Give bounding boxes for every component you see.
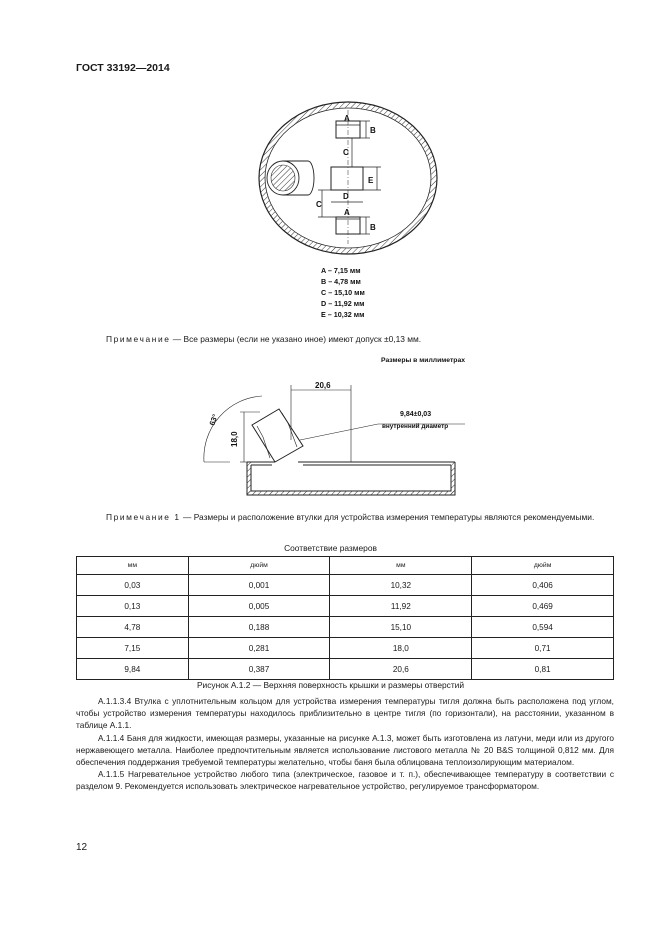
label-a-top: A (344, 114, 350, 123)
table-row (77, 575, 614, 596)
table-cell: 0,406 (472, 575, 614, 596)
dim-diameter: 9,84±0,03 (400, 411, 432, 418)
paragraph: А.1.1.3.4 Втулка с уплотнительным кольцом для устройства измерения температуры тигля должна быть расположена под углом, чтобы устройство измерения температуры находилось приблизительно в центре тигля (по горизонтали), на расстоянии, указанном в таблице А.1.1. (76, 696, 614, 731)
legend-line: D – 11,92 мм (321, 299, 365, 308)
legend-line: E – 10,32 мм (321, 310, 365, 319)
table-cell: 0,81 (472, 659, 614, 680)
label-b-bottom: B (370, 223, 376, 232)
col-header: мм (77, 557, 189, 575)
table-cell: 0,188 (188, 617, 330, 638)
table-row (77, 638, 614, 659)
table-cell: 0,281 (188, 638, 330, 659)
label-b-top: B (370, 126, 376, 135)
table-cell: 11,92 (330, 596, 472, 617)
table-cell: 0,387 (188, 659, 330, 680)
table-row (77, 617, 614, 638)
table-cell: 10,32 (330, 575, 472, 596)
table-cell: 0,71 (472, 638, 614, 659)
table-cell: 0,03 (77, 575, 189, 596)
label-a-bottom: A (344, 208, 350, 217)
body-text (76, 695, 614, 793)
col-header: дюйм (188, 557, 330, 575)
col-header: мм (330, 557, 472, 575)
table-cell: 0,594 (472, 617, 614, 638)
document-header: ГОСТ 33192—2014 (76, 62, 170, 74)
dim-20-6: 20,6 (315, 381, 331, 390)
table-row (77, 596, 614, 617)
table-header-row (77, 557, 614, 575)
table-cell: 0,005 (188, 596, 330, 617)
legend-line: C – 15,10 мм (321, 288, 365, 297)
legend-line: B – 4,78 мм (321, 277, 361, 286)
table-caption: Соответствие размеров (284, 543, 377, 553)
label-c-top: C (343, 148, 349, 157)
note-sleeve: Примечание 1 — Размеры и расположение втулки для устройства измерения температуры являются рекомендуемыми. (106, 512, 595, 522)
sizes-table (76, 556, 614, 680)
paragraph: А.1.1.5 Нагревательное устройство любого типа (электрическое, газовое и т. п.), обеспечивающее температуру в соответствии с разделом 9. Рекомендуется использовать электрическое нагревательное устройство, регулируемое трансформатором. (76, 769, 614, 792)
legend-line: A – 7,15 мм (321, 266, 361, 275)
table-cell: 9,84 (77, 659, 189, 680)
units-caption: Размеры в миллиметрах (381, 357, 466, 364)
col-header: дюйм (472, 557, 614, 575)
dim-18-0: 18,0 (230, 431, 239, 447)
table-cell: 0,13 (77, 596, 189, 617)
label-c-bottom: C (316, 200, 322, 209)
table-cell: 20,6 (330, 659, 472, 680)
table-cell: 18,0 (330, 638, 472, 659)
figure-caption: Рисунок А.1.2 — Верхняя поверхность крышки и размеры отверстий (196, 680, 465, 690)
table-cell: 15,10 (330, 617, 472, 638)
table-cell: 0,469 (472, 596, 614, 617)
table-cell: 7,15 (77, 638, 189, 659)
label-e: E (368, 176, 374, 185)
table-cell: 4,78 (77, 617, 189, 638)
note-tolerance: Примечание — Все размеры (если не указано иное) имеют допуск ±0,13 мм. (106, 334, 422, 344)
paragraph: А.1.1.4 Баня для жидкости, имеющая размеры, указанные на рисунке А.1.3, может быть изготовлена из латуни, меди или из другого нержавеющего металла. Наиболее предпочтительным является использование листового металла № 20 B&S толщиной 0,812 мм. Для обеспечения поддержания требуемой температуры желательно, чтобы баня была облицована теплоизолирующим материалом. (76, 732, 614, 768)
dim-angle: 63° (207, 412, 220, 427)
dim-diameter-note: внутренний диаметр (382, 423, 449, 430)
table-row (77, 659, 614, 680)
label-d: D (343, 192, 349, 201)
page-number: 12 (76, 842, 88, 853)
table-cell: 0,001 (188, 575, 330, 596)
